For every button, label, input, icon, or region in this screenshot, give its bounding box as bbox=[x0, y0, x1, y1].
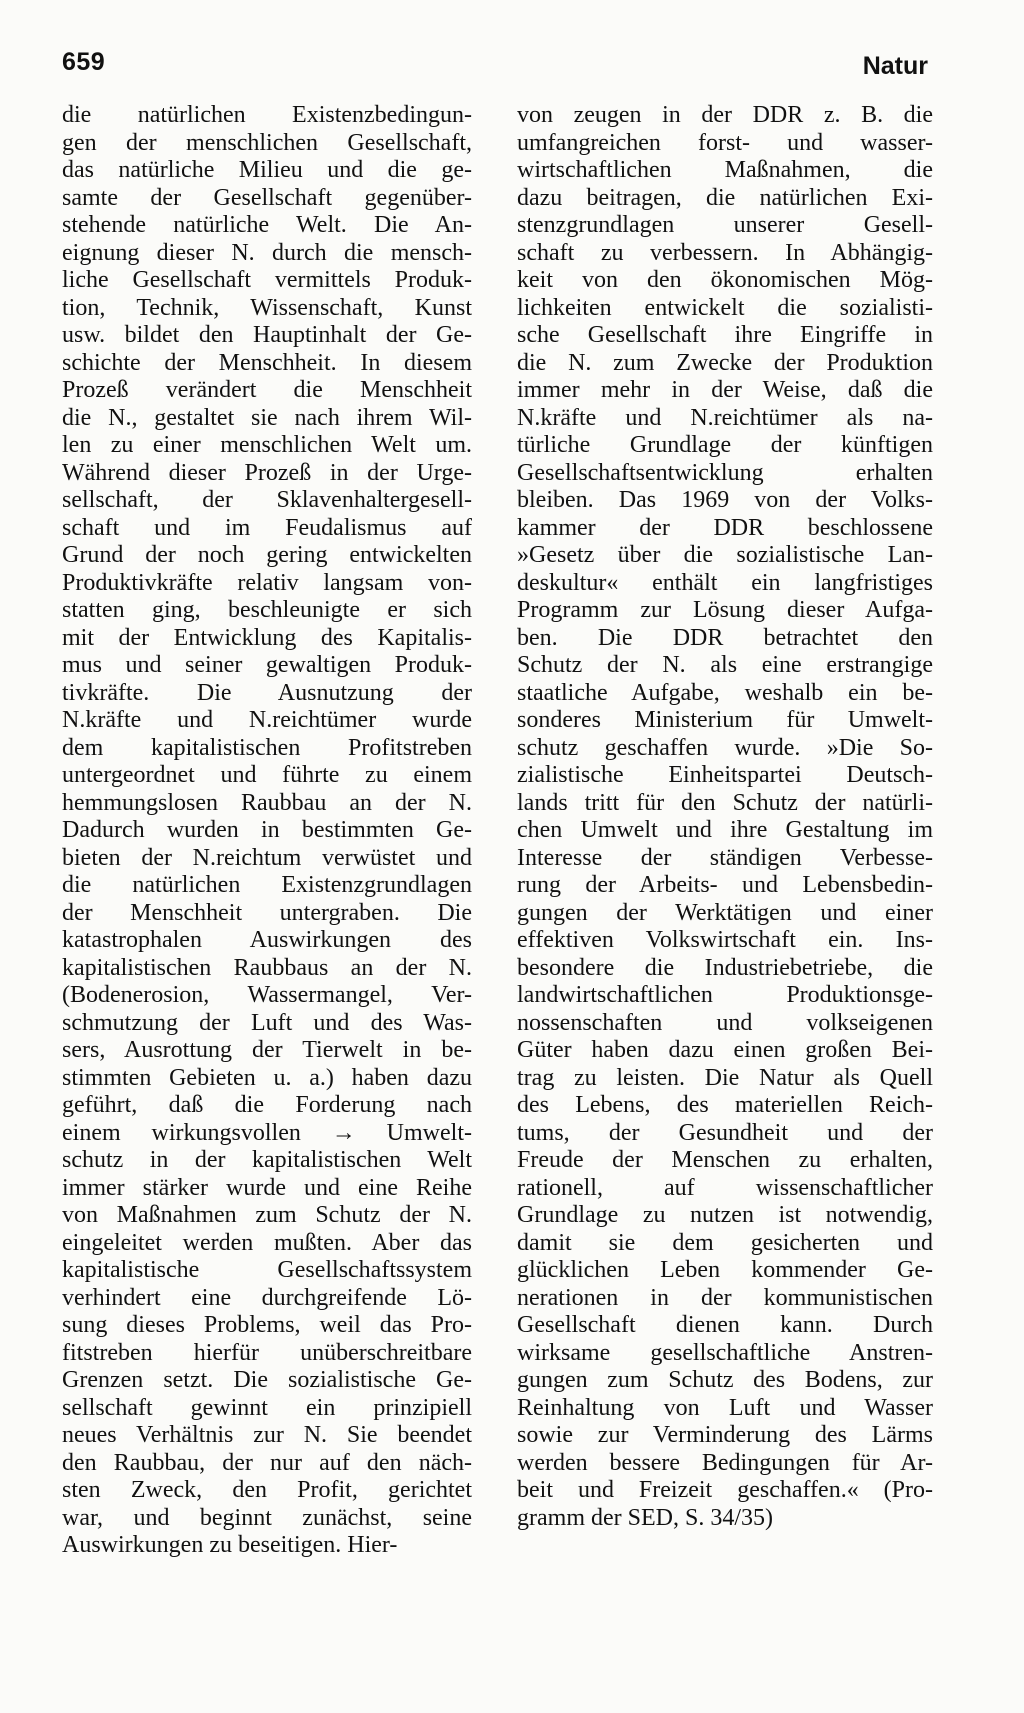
text-line: war, und beginnt zunächst, seine bbox=[62, 1504, 472, 1531]
text-line: katastrophalen Auswirkungen des bbox=[62, 927, 472, 953]
text-line: Dadurch wurden in bestimmten Ge- bbox=[62, 817, 472, 843]
text-line: schutz geschaffen wurde. »Die So- bbox=[517, 734, 933, 761]
text-line: Freude der Menschen zu erhalten, bbox=[517, 1147, 933, 1173]
text-line: liche Gesellschaft vermittels Produk- bbox=[62, 267, 472, 293]
text-line: bleiben. Das 1969 von der Volks- bbox=[517, 487, 933, 513]
text-line: Reinhaltung von Luft und Wasser bbox=[517, 1394, 933, 1421]
text-line: trag zu leisten. Die Natur als Quell bbox=[517, 1064, 933, 1091]
text-line: len zu einer menschlichen Welt um. bbox=[62, 432, 472, 458]
text-line: schichte der Menschheit. In diesem bbox=[62, 349, 472, 376]
text-line: Prozeß verändert die Menschheit bbox=[62, 377, 472, 403]
text-line: tums, der Gesundheit und der bbox=[517, 1119, 933, 1146]
text-line: gramm der SED, S. 34/35) bbox=[517, 1504, 773, 1531]
text-line: sung dieses Problems, weil das Pro- bbox=[62, 1312, 472, 1338]
text-line: Grundlage zu nutzen ist notwendig, bbox=[517, 1202, 933, 1228]
text-line: Produktivkräfte relativ langsam von- bbox=[62, 569, 472, 596]
text-line: damit sie dem gesicherten und bbox=[517, 1229, 933, 1256]
text-line: tivkräfte. Die Ausnutzung der bbox=[62, 679, 472, 706]
text-line: wirtschaftlichen Maßnahmen, die bbox=[517, 157, 933, 183]
text-line: zialistische Einheitspartei Deutsch- bbox=[517, 762, 933, 788]
text-line: türliche Grundlage der künftigen bbox=[517, 432, 933, 458]
text-line: immer stärker wurde und eine Reihe bbox=[62, 1174, 472, 1201]
text-line: das natürliche Milieu und die ge- bbox=[62, 157, 472, 183]
text-line: Interesse der ständigen Verbesse- bbox=[517, 844, 933, 871]
text-line: eingeleitet werden mußten. Aber das bbox=[62, 1229, 472, 1256]
text-line: deskultur« enthält ein langfristiges bbox=[517, 569, 933, 596]
text-line: kapitalistische Gesellschaftssystem bbox=[62, 1257, 472, 1283]
text-line: von zeugen in der DDR z. B. die bbox=[517, 102, 933, 128]
text-line: schmutzung der Luft und des Was- bbox=[62, 1009, 472, 1036]
text-line: stenzgrundlagen unserer Gesell- bbox=[517, 212, 933, 238]
text-line: Grenzen setzt. Die sozialistische Ge- bbox=[62, 1367, 472, 1393]
text-line: gungen zum Schutz des Bodens, zur bbox=[517, 1367, 933, 1393]
text-line: stehende natürliche Welt. Die An- bbox=[62, 212, 472, 238]
text-line: lichkeiten entwickelt die sozialisti- bbox=[517, 294, 933, 321]
text-line: Güter haben dazu einen großen Bei- bbox=[517, 1037, 933, 1063]
text-line: (Bodenerosion, Wassermangel, Ver- bbox=[62, 982, 472, 1008]
text-line: von Maßnahmen zum Schutz der N. bbox=[62, 1202, 472, 1228]
text-line: chen Umwelt und ihre Gestaltung im bbox=[517, 817, 933, 843]
text-line: ben. Die DDR betrachtet den bbox=[517, 624, 933, 651]
text-line: wirksame gesellschaftliche Anstren- bbox=[517, 1339, 933, 1366]
text-line: Grund der noch gering entwickelten bbox=[62, 542, 472, 568]
text-line: sowie zur Verminderung des Lärms bbox=[517, 1422, 933, 1448]
text-line: sonderes Ministerium für Umwelt- bbox=[517, 707, 933, 733]
text-line: Gesellschaft dienen kann. Durch bbox=[517, 1312, 933, 1338]
text-line: immer mehr in der Weise, daß die bbox=[517, 377, 933, 403]
text-line: sche Gesellschaft ihre Eingriffe in bbox=[517, 322, 933, 348]
text-line: verhindert eine durchgreifende Lö- bbox=[62, 1284, 472, 1311]
running-head: Natur bbox=[862, 52, 928, 80]
text-line: bieten der N.reichtum verwüstet und bbox=[62, 844, 472, 871]
text-line: glücklichen Leben kommender Ge- bbox=[517, 1257, 933, 1283]
text-line: N.kräfte und N.reichtümer als na- bbox=[517, 404, 933, 431]
text-line: schaft zu verbessern. In Abhängig- bbox=[517, 239, 933, 266]
text-line: die natürlichen Existenzgrundlagen bbox=[62, 872, 472, 898]
text-line: beit und Freizeit geschaffen.« (Pro- bbox=[517, 1477, 933, 1503]
text-line: nerationen in der kommunistischen bbox=[517, 1284, 933, 1311]
text-line: werden bessere Bedingungen für Ar- bbox=[517, 1449, 933, 1476]
text-line: umfangreichen forst- und wasser- bbox=[517, 129, 933, 156]
text-line: sellschaft gewinnt ein prinzipiell bbox=[62, 1394, 472, 1421]
text-line: sten Zweck, den Profit, gerichtet bbox=[62, 1477, 472, 1503]
text-line: neues Verhältnis zur N. Sie beendet bbox=[62, 1422, 472, 1448]
text-line: hemmungslosen Raubbau an der N. bbox=[62, 789, 472, 816]
text-line: nossenschaften und volkseigenen bbox=[517, 1009, 933, 1036]
text-line: des Lebens, des materiellen Reich- bbox=[517, 1092, 933, 1118]
text-line: fitstreben hierfür unüberschreitbare bbox=[62, 1339, 472, 1366]
text-line: dazu beitragen, die natürlichen Exi- bbox=[517, 184, 933, 211]
text-line: keit von den ökonomischen Mög- bbox=[517, 267, 933, 293]
text-line: Schutz der N. als eine erstrangige bbox=[517, 652, 933, 678]
text-line: gungen der Werktätigen und einer bbox=[517, 899, 933, 926]
text-line: mit der Entwicklung des Kapitalis- bbox=[62, 624, 472, 651]
text-line: staatliche Aufgabe, weshalb ein be- bbox=[517, 679, 933, 706]
text-line: gen der menschlichen Gesellschaft, bbox=[62, 129, 472, 156]
text-line: tion, Technik, Wissenschaft, Kunst bbox=[62, 294, 472, 321]
text-line: Gesellschaftsentwicklung erhalten bbox=[517, 459, 933, 486]
text-line: geführt, daß die Forderung nach bbox=[62, 1092, 472, 1118]
text-line: rationell, auf wissenschaftlicher bbox=[517, 1174, 933, 1201]
text-line: schutz in der kapitalistischen Welt bbox=[62, 1147, 472, 1173]
text-line: die N., gestaltet sie nach ihrem Wil- bbox=[62, 404, 472, 431]
text-line: untergeordnet und führte zu einem bbox=[62, 762, 472, 788]
text-line: sers, Ausrottung der Tierwelt in be- bbox=[62, 1037, 472, 1063]
text-line: lands tritt für den Schutz der natürli- bbox=[517, 789, 933, 816]
page-number: 659 bbox=[62, 48, 106, 76]
text-line: landwirtschaftlichen Produktionsge- bbox=[517, 982, 933, 1008]
text-line: samte der Gesellschaft gegenüber- bbox=[62, 184, 472, 211]
text-line: mus und seiner gewaltigen Produk- bbox=[62, 652, 472, 678]
text-line: stimmten Gebieten u. a.) haben dazu bbox=[62, 1064, 472, 1091]
text-line: der Menschheit untergraben. Die bbox=[62, 899, 472, 926]
text-line: die N. zum Zwecke der Produktion bbox=[517, 349, 933, 376]
text-line: kapitalistischen Raubbaus an der N. bbox=[62, 954, 472, 981]
text-line: effektiven Volkswirtschaft ein. Ins- bbox=[517, 927, 933, 953]
text-line: sellschaft, der Sklavenhaltergesell- bbox=[62, 487, 472, 513]
text-line: N.kräfte und N.reichtümer wurde bbox=[62, 707, 472, 733]
text-line: usw. bildet den Hauptinhalt der Ge- bbox=[62, 322, 472, 348]
text-line: Auswirkungen zu beseitigen. Hier- bbox=[62, 1532, 398, 1558]
text-line: »Gesetz über die sozialistische Lan- bbox=[517, 542, 933, 568]
text-line: Programm zur Lösung dieser Aufga- bbox=[517, 597, 933, 623]
text-line: Während dieser Prozeß in der Urge- bbox=[62, 459, 472, 486]
text-line: einem wirkungsvollen → Umwelt- bbox=[62, 1119, 472, 1146]
text-line: besondere die Industriebetriebe, die bbox=[517, 954, 933, 981]
text-line: kammer der DDR beschlossene bbox=[517, 514, 933, 541]
text-line: dem kapitalistischen Profitstreben bbox=[62, 734, 472, 761]
text-line: den Raubbau, der nur auf den näch- bbox=[62, 1449, 472, 1476]
text-line: eignung dieser N. durch die mensch- bbox=[62, 239, 472, 266]
text-line: schaft und im Feudalismus auf bbox=[62, 514, 472, 541]
left-column bbox=[62, 102, 472, 1560]
text-line: rung der Arbeits- und Lebensbedin- bbox=[517, 872, 933, 898]
text-line: die natürlichen Existenzbedingun- bbox=[62, 102, 472, 128]
text-line: statten ging, beschleunigte er sich bbox=[62, 597, 472, 623]
right-column bbox=[517, 102, 933, 1532]
